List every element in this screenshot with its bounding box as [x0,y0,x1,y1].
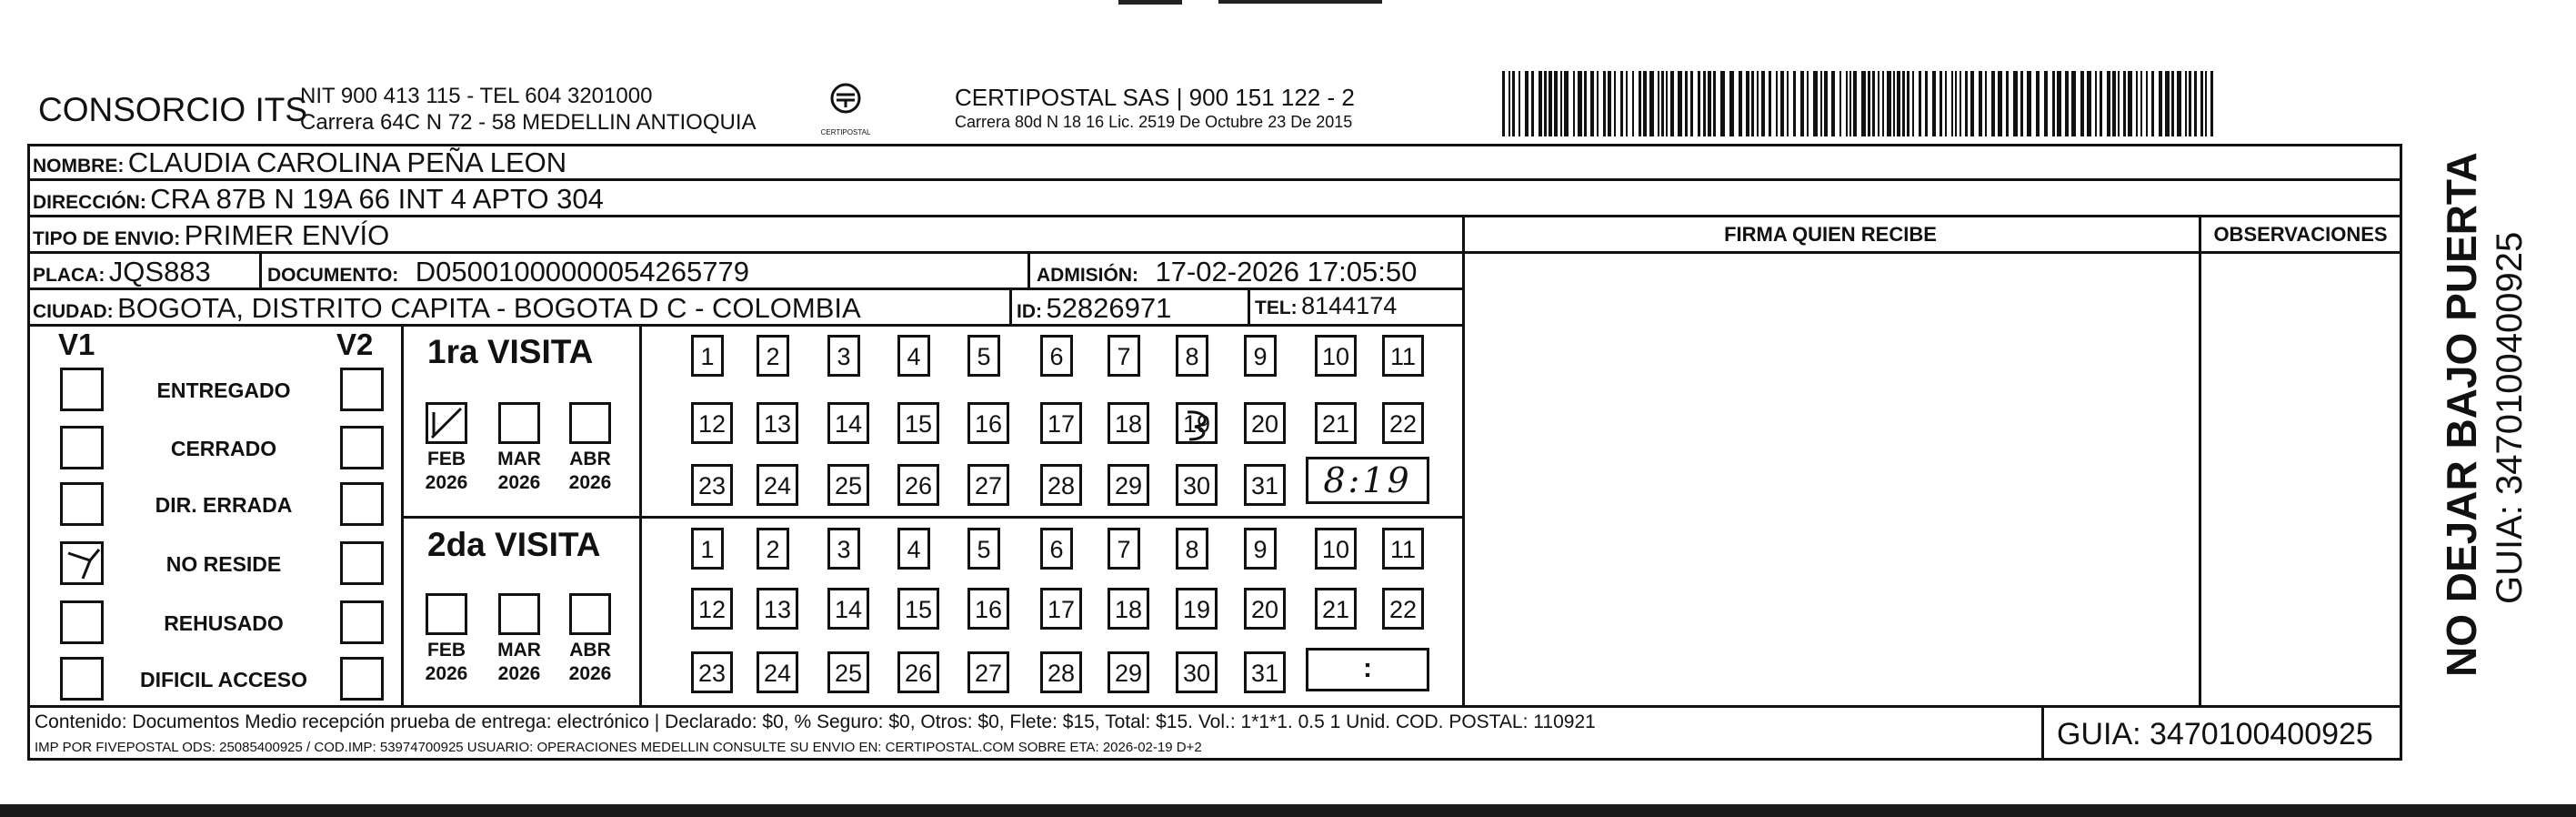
company-nit: NIT 900 413 115 - TEL 604 3201000 [300,84,653,108]
barcode-bar [1932,71,1936,136]
certipostal-logo [814,82,877,136]
barcode-bar [2140,71,2142,136]
barcode-bar [1573,71,1575,136]
handwritten-check-icon [428,405,465,441]
barcode-bar [2107,71,2110,136]
barcode-bar [1578,71,1582,136]
day-box[interactable]: 20 [1244,402,1286,444]
barcode-bar [1554,71,1558,136]
footer-contenido: Contenido: Documentos Medio recepción prueba de entrega: electrónico | Declarado: $0, % Seguro: $0, Otros: $0, Flete: $15, Total: $15. Vol.: 1*1*1. 0.5 1 Unid. COD. POSTAL: 110921 [35,711,1596,732]
day-box[interactable]: 29 [1108,651,1149,693]
v2-checkbox[interactable] [340,482,384,526]
barcode-bar [1584,71,1587,136]
barcode-bar [2165,71,2170,136]
courier-license: Carrera 80d N 18 16 Lic. 2519 De Octubre 23 De 2015 [955,113,1353,131]
barcode-bar [2065,71,2069,136]
day-box[interactable]: 12 [691,402,733,444]
barcode-bar [2128,71,2132,136]
year-label: 2026 [425,663,468,684]
v1-label: V1 [58,328,95,361]
barcode-bar [1861,71,1866,136]
day-box[interactable]: 23 [691,651,733,693]
barcode-bar [1708,71,1711,136]
day-box[interactable]: 30 [1176,651,1218,693]
barcode-bar [1839,71,1841,136]
placa-label: PLACA: [33,265,105,286]
barcode-bar [1800,71,1804,136]
id-value: 52826971 [1046,292,1172,324]
day-box[interactable]: 7 [1108,335,1140,377]
day-box[interactable]: 31 [1244,651,1286,693]
scan-top-mark-2 [1218,0,1382,4]
day-box[interactable]: 20 [1244,588,1286,630]
day-box[interactable]: 28 [1040,464,1082,506]
barcode-bar [1919,71,1921,136]
day-box[interactable]: 24 [757,464,798,506]
admision-value: 17-02-2026 17:05:50 [1155,256,1418,287]
barcode-bar [1509,71,1510,136]
day-box[interactable]: 22 [1382,588,1424,630]
day-box[interactable]: 14 [827,402,869,444]
day-box[interactable]: 21 [1315,588,1357,630]
barcode-bar [1991,71,1995,136]
barcode-bar [2146,71,2148,136]
v1-checkbox[interactable] [60,426,104,469]
first-visit-title: 1ra VISITA [427,333,594,370]
handwritten-mark-icon [1180,407,1217,443]
barcode-bar [1998,71,2002,136]
barcode-bar [1658,71,1659,136]
direccion-value: CRA 87B N 19A 66 INT 4 APTO 304 [150,183,604,215]
barcode-bar [2123,71,2126,136]
status-label: REHUSADO [164,611,284,635]
barcode-bar [2052,71,2055,136]
v2-label: V2 [336,328,374,361]
barcode-bar [1720,71,1725,136]
month-label: FEB [427,640,466,661]
first-visit-time [1306,457,1429,504]
day-box[interactable]: 13 [757,402,798,444]
day-box[interactable]: 1 [691,528,724,570]
barcode-bar [1608,71,1611,136]
v1-checkbox[interactable] [60,657,104,701]
barcode-bar [1787,71,1789,136]
barcode-bar [1690,71,1693,136]
nombre-value: CLAUDIA CAROLINA PEÑA LEON [127,146,567,178]
no-dejar-warning: NO DEJAR BAJO PUERTA [2438,152,2485,677]
v2-checkbox[interactable] [340,541,384,585]
day-box[interactable]: 3 [827,335,860,377]
barcode-bar [1780,71,1784,136]
direccion-label: DIRECCIÓN: [33,192,146,213]
day-box[interactable]: 2 [757,335,789,377]
day-box[interactable]: 11 [1382,335,1424,377]
barcode-bar [2027,71,2031,136]
month-label: MAR [497,449,541,469]
barcode-bar [1831,71,1835,136]
second-visit-time [1306,648,1429,691]
placa-value: JQS883 [108,256,211,287]
month-label: ABR [569,449,611,469]
barcode-bar [1544,71,1547,136]
barcode-bar [2036,71,2040,136]
year-label: 2026 [568,663,612,684]
month-caption [565,639,616,686]
observaciones-header: OBSERVACIONES [2213,223,2388,246]
barcode-bar [1820,71,1822,136]
barcode-bar [2118,71,2120,136]
day-box[interactable]: 5 [967,335,1000,377]
barcode [1502,71,2220,136]
status-label: NO RESIDE [165,552,282,576]
month-caption [421,448,472,495]
barcode-bar [1887,71,1891,136]
barcode-bar [1907,71,1909,136]
day-box[interactable]: 9 [1244,528,1277,570]
barcode-bar [1872,71,1875,136]
barcode-bar [1849,71,1851,136]
status-label: DIFICIL ACCESO [139,668,307,691]
barcode-bar [1776,71,1778,136]
barcode-bar [2151,71,2154,136]
month-caption [565,448,616,495]
barcode-bar [1713,71,1716,136]
day-box[interactable]: 25 [827,464,869,506]
tel-value: 8144174 [1301,292,1398,319]
day-box[interactable]: 25 [827,651,869,693]
month-checkbox[interactable] [569,593,611,635]
day-box[interactable]: 28 [1040,651,1082,693]
firma-header: FIRMA QUIEN RECIBE [1724,223,1937,246]
v1-checkbox[interactable] [60,368,104,411]
barcode-bar [1757,71,1759,136]
v2-checkbox[interactable] [340,368,384,411]
month-checkbox[interactable] [498,593,540,635]
barcode-bar [1649,71,1654,136]
barcode-bar [1902,71,1905,136]
day-box[interactable]: 18 [1108,588,1149,630]
barcode-bar [1639,71,1641,136]
barcode-bar [1824,71,1828,136]
barcode-bar [1626,71,1628,136]
barcode-bar [2185,71,2187,136]
barcode-bar [1525,71,1529,136]
month-label: ABR [569,640,611,661]
barcode-bar [2071,71,2076,136]
day-box[interactable]: 22 [1382,402,1424,444]
tipo-envio-value: PRIMER ENVÍO [184,219,390,251]
barcode-bar [1549,71,1552,136]
company-name: CONSORCIO ITS [38,91,308,128]
year-label: 2026 [425,472,468,493]
barcode-bar [1912,71,1914,136]
barcode-bar [1739,71,1742,136]
barcode-bar [1670,71,1674,136]
day-box[interactable]: 10 [1315,528,1357,570]
barcode-bar [1703,71,1706,136]
month-label: FEB [427,449,466,469]
barcode-bar [2087,71,2091,136]
month-caption [421,639,472,686]
month-caption [494,448,545,495]
day-box[interactable]: 4 [897,335,930,377]
day-box[interactable]: 12 [691,588,733,630]
status-label: DIR. ERRADA [155,493,293,517]
day-box[interactable]: 19 [1176,588,1218,630]
ciudad-label: CIUDAD: [33,301,114,322]
barcode-bar [1661,71,1664,136]
barcode-bar [1603,71,1606,136]
v2-checkbox[interactable] [340,426,384,469]
tel-label: TEL: [1255,298,1298,318]
month-checkbox[interactable] [426,593,467,635]
day-box[interactable]: 8 [1176,528,1208,570]
month-caption [494,639,545,686]
day-box[interactable]: 21 [1315,402,1357,444]
barcode-bar [1746,71,1749,136]
barcode-bar [2136,71,2138,136]
month-checkbox[interactable] [569,402,611,444]
day-box[interactable]: 7 [1108,528,1140,570]
side-guia: GUIA: 3470100400925 [2490,231,2530,604]
barcode-bar [2205,71,2207,136]
year-label: 2026 [497,472,541,493]
day-box[interactable]: 16 [967,402,1009,444]
barcode-bar [2020,71,2023,136]
day-box[interactable]: 24 [757,651,798,693]
barcode-bar [1868,71,1870,136]
barcode-bar [1643,71,1647,136]
day-box[interactable]: 5 [967,528,1000,570]
barcode-bar [1597,71,1599,136]
barcode-bar [1729,71,1734,136]
v1-checkbox[interactable] [60,482,104,526]
barcode-bar [1979,71,1982,136]
first-visit-time-value: 8:19 [1323,460,1412,500]
day-box[interactable]: 14 [827,588,869,630]
tipo-envio-label: TIPO DE ENVIO: [33,228,181,249]
barcode-bar [1960,71,1961,136]
day-box[interactable]: 4 [897,528,930,570]
logo-caption: CERTIPOSTAL [820,128,871,136]
day-box[interactable]: 6 [1040,335,1073,377]
barcode-bar [1955,71,1957,136]
day-box[interactable]: 15 [897,402,939,444]
barcode-bar [2177,71,2181,136]
barcode-bar [2171,71,2174,136]
day-box[interactable]: 3 [827,528,860,570]
barcode-bar [1925,71,1928,136]
year-label: 2026 [497,663,541,684]
barcode-bar [1793,71,1796,136]
month-checkbox[interactable] [498,402,540,444]
day-box[interactable]: 18 [1108,402,1149,444]
handwritten-check-icon [63,544,101,582]
id-label: ID: [1017,301,1042,322]
second-visit-time-separator: : [1363,653,1372,683]
day-box[interactable]: 29 [1108,464,1149,506]
day-box[interactable]: 31 [1244,464,1286,506]
barcode-bar [1519,71,1520,136]
barcode-bar [2006,71,2009,136]
barcode-bar [2044,71,2048,136]
barcode-bar [1853,71,1857,136]
day-box[interactable]: 30 [1176,464,1218,506]
v2-checkbox[interactable] [340,657,384,701]
barcode-bar [1893,71,1895,136]
barcode-bar [2080,71,2084,136]
day-box[interactable]: 10 [1315,335,1357,377]
scan-top-mark [1118,0,1182,5]
scan-edge [0,804,2576,817]
v1-checkbox[interactable] [60,600,104,644]
status-label: ENTREGADO [156,378,291,402]
day-box[interactable]: 26 [897,651,939,693]
barcode-bar [1614,71,1616,136]
barcode-bar [2210,71,2213,136]
barcode-bar [1769,71,1771,136]
barcode-bar [1539,71,1542,136]
barcode-bar [2057,71,2061,136]
day-box[interactable]: 27 [967,651,1009,693]
courier-name: CERTIPOSTAL SAS | 900 151 122 - 2 [955,84,1355,111]
second-visit-title: 2da VISITA [427,526,601,563]
v2-checkbox[interactable] [340,600,384,644]
barcode-bar [1945,71,1947,136]
day-box[interactable]: 15 [897,588,939,630]
barcode-bar [1878,71,1879,136]
day-box[interactable]: 1 [691,335,724,377]
day-box[interactable]: 27 [967,464,1009,506]
year-label: 2026 [568,472,612,493]
barcode-bar [1590,71,1594,136]
barcode-bar [1882,71,1884,136]
barcode-bar [1951,71,1953,136]
day-box[interactable]: 17 [1040,588,1082,630]
day-box[interactable]: 23 [691,464,733,506]
day-number: 19 [1182,410,1211,438]
footer-imp: IMP POR FIVEPOSTAL ODS: 25085400925 / COD.IMP: 53974700925 USUARIO: OPERACIONES MEDELLIN CONSULTE SU ENVIO EN: CERTIPOSTAL.COM SOBRE ETA: 2026-02-19 D+2 [35,740,1202,755]
barcode-bar [1512,71,1515,136]
admision-label: ADMISIÓN: [1037,265,1138,286]
barcode-bar [1666,71,1668,136]
nombre-label: NOMBRE: [33,156,125,177]
barcode-bar [1564,71,1569,136]
documento-value: D05001000000054265779 [415,256,749,287]
barcode-bar [1502,71,1505,136]
barcode-bar [1813,71,1818,136]
day-box[interactable]: 11 [1382,528,1424,570]
month-label: MAR [497,640,541,661]
day-box[interactable]: 9 [1244,335,1277,377]
barcode-bar [1940,71,1942,136]
barcode-bar [2095,71,2097,136]
barcode-bar [1751,71,1754,136]
month-checkbox[interactable] [426,402,467,444]
barcode-bar [1846,71,1848,136]
barcode-bar [1560,71,1562,136]
status-label: CERRADO [170,437,277,460]
day-box[interactable]: 26 [897,464,939,506]
barcode-bar [2189,71,2191,136]
barcode-bar [1761,71,1765,136]
barcode-bar [2112,71,2116,136]
barcode-bar [1685,71,1688,136]
barcode-bar [2159,71,2162,136]
barcode-bar [2100,71,2102,136]
barcode-bar [1620,71,1623,136]
barcode-bar [2200,71,2203,136]
barcode-bar [2013,71,2018,136]
barcode-bar [1632,71,1634,136]
day-box[interactable]: 16 [967,588,1009,630]
day-box[interactable]: 13 [757,588,798,630]
documento-label: DOCUMENTO: [267,265,399,286]
ciudad-value: BOGOTA, DISTRITO CAPITA - BOGOTA D C - COLOMBIA [117,292,861,324]
barcode-bar [1678,71,1682,136]
company-address: Carrera 64C N 72 - 58 MEDELLIN ANTIOQUIA [300,110,757,135]
v1-checkbox[interactable] [60,541,104,585]
barcode-bar [1965,71,1968,136]
day-box[interactable]: 17 [1040,402,1082,444]
barcode-bar [1698,71,1700,136]
day-box[interactable]: 2 [757,528,789,570]
barcode-bar [1897,71,1900,136]
day-box[interactable] [1176,402,1218,444]
day-box[interactable]: 6 [1040,528,1073,570]
footer-guia: GUIA: 3470100400925 [2057,717,2373,751]
barcode-bar [1970,71,1974,136]
barcode-bar [2194,71,2197,136]
barcode-bar [1985,71,1987,136]
barcode-bar [1531,71,1534,136]
barcode-bar [1807,71,1809,136]
day-box[interactable]: 8 [1176,335,1208,377]
